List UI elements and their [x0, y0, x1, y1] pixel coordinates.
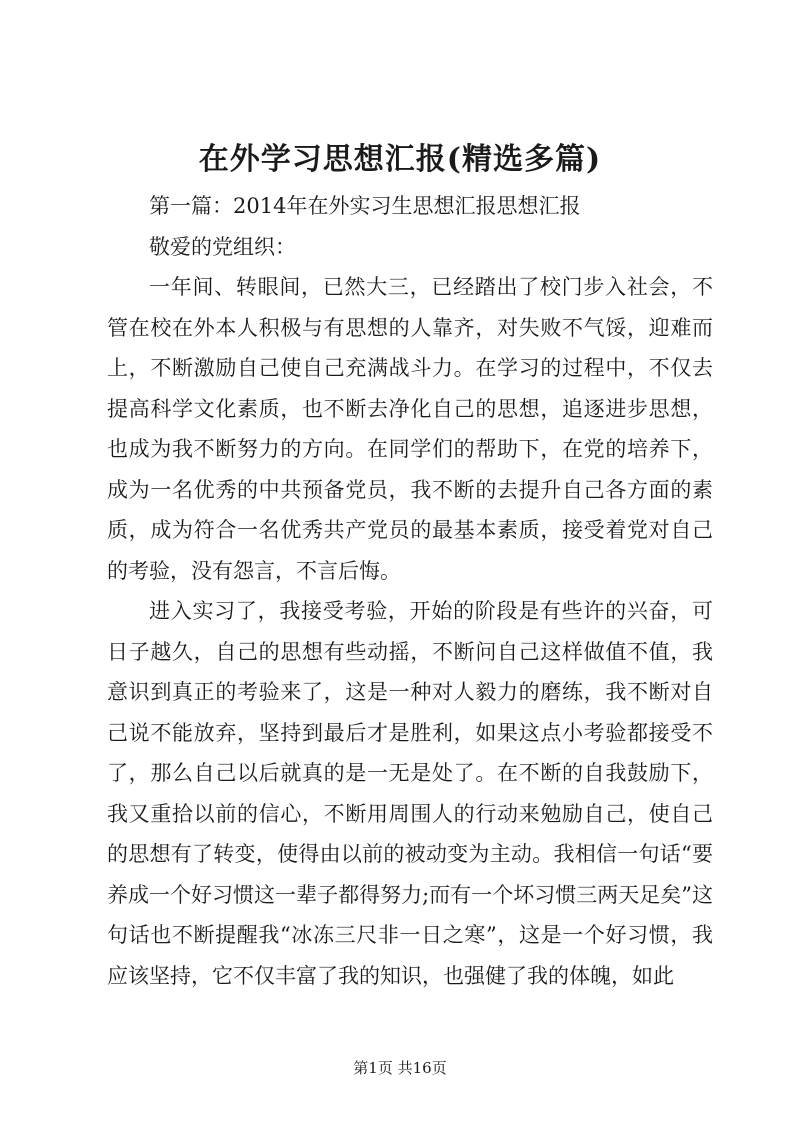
body-paragraph: 进入实习了，我接受考验，开始的阶段是有些许的兴奋，可日子越久，自己的思想有些动摇，不断问自己这样做值不值，我意识到真正的考验来了，这是一种对人毅力的磨练，我不断对自己说不能放弃，坚持到最后才是胜利，如果这点小考验都接受不了，那么自己以后就真的是一无是处了。在不断的自我鼓励下，我又重拾以前的信心，不断用周围人的行动来勉励自己，使自己的思想有了转变，使得由以前的被动变为主动。我相信一句话“要养成一个好习惯这一辈子都得努力;而有一个坏习惯三两天足矣”这句话也不断提醒我“冰冻三尺非一日之寒”，这是一个好习惯，我应该坚持，它不仅丰富了我的知识，也强健了我的体魄，如此: [107, 599, 713, 988]
section-heading: 第一篇：2014年在外实习生思想汇报思想汇报: [149, 194, 581, 218]
document-title: 在外学习思想汇报(精选多篇): [198, 142, 602, 177]
body-paragraph: 一年间、转眼间，已然大三，已经踏出了校门步入社会，不管在校在外本人积极与有思想的人靠齐，对失败不气馁，迎难而上，不断激励自己使自己充满战斗力。在学习的过程中，不仅去提高科学文化素质，也不断去净化自己的思想，追逐进步思想，也成为我不断努力的方向。在同学们的帮助下，在党的培养下，成为一名优秀的中共预备党员，我不断的去提升自己各方面的素质，成为符合一名优秀共产党员的最基本素质，接受着党对自己的考验，没有怨言，不言后悔。: [107, 275, 713, 583]
document-body: [107, 186, 713, 996]
page-footer: 第1页 共16页: [353, 1059, 447, 1077]
salutation: 敬爱的党组织：: [149, 234, 296, 259]
